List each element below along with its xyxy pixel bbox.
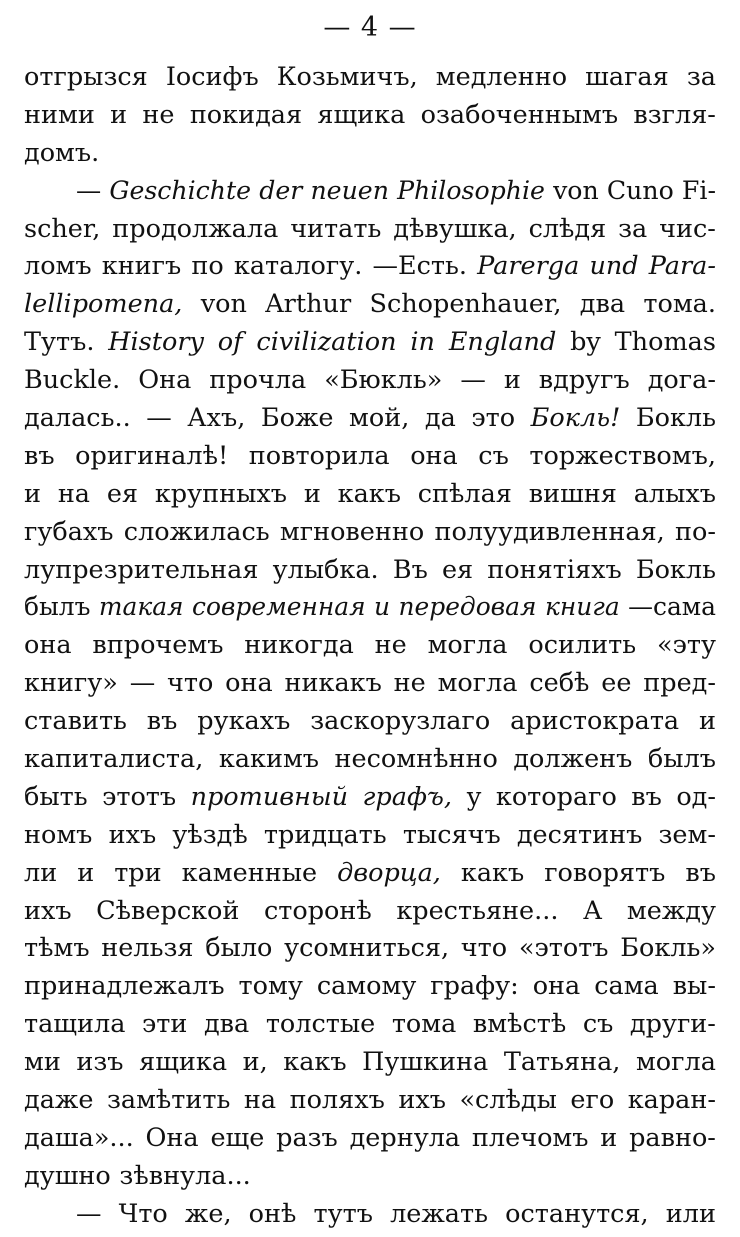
word: ми bbox=[24, 1047, 61, 1078]
word: быть bbox=[24, 781, 88, 812]
word: никакъ bbox=[284, 668, 382, 699]
word: повторила bbox=[248, 440, 390, 471]
word: дѣвушка, bbox=[393, 213, 517, 244]
word: принадлежалъ bbox=[24, 971, 225, 1002]
word: между bbox=[626, 895, 716, 926]
word: за bbox=[686, 62, 716, 92]
italic-word: Бокль! bbox=[530, 403, 621, 434]
word: долженъ bbox=[513, 744, 633, 775]
word: капиталиста, bbox=[24, 744, 204, 775]
word: не bbox=[393, 668, 426, 699]
word: останутся, bbox=[505, 1198, 649, 1229]
word: ли bbox=[24, 857, 58, 888]
word: ее bbox=[601, 668, 632, 699]
word: Бокль bbox=[635, 554, 716, 585]
italic-word: Para- bbox=[648, 251, 716, 282]
word: два bbox=[203, 1009, 250, 1040]
word: озабоченнымъ bbox=[420, 99, 619, 130]
word: она bbox=[410, 440, 458, 471]
word: «Бюкль» bbox=[324, 365, 443, 396]
page-number: — 4 — bbox=[323, 12, 417, 43]
word: Thomas bbox=[614, 327, 716, 358]
word: далась.. bbox=[24, 403, 131, 434]
word: ящика bbox=[139, 1047, 228, 1078]
text-line bbox=[24, 971, 716, 1009]
word: Въ bbox=[392, 554, 428, 585]
text-line bbox=[24, 517, 716, 555]
word: два bbox=[579, 289, 626, 320]
word: вишня bbox=[528, 478, 617, 509]
word: сама bbox=[594, 971, 659, 1002]
word: и bbox=[110, 99, 128, 130]
word: Тутъ. bbox=[24, 327, 95, 358]
word: каменные bbox=[181, 857, 318, 888]
text-line bbox=[24, 176, 716, 214]
text-line bbox=[24, 744, 716, 782]
word: тащила bbox=[24, 1009, 126, 1040]
word: не bbox=[374, 630, 407, 661]
text-line bbox=[24, 668, 716, 706]
word: Боже bbox=[260, 403, 334, 434]
word: von bbox=[200, 289, 247, 320]
italic-word: Philosophie bbox=[397, 175, 545, 205]
italic-word: History bbox=[108, 327, 204, 358]
text-line bbox=[24, 1009, 716, 1047]
text-line bbox=[24, 214, 716, 252]
word: ея bbox=[106, 478, 139, 509]
word: же, bbox=[184, 1198, 232, 1229]
word: или bbox=[665, 1198, 716, 1229]
text-line bbox=[24, 289, 716, 327]
word: даша»... bbox=[24, 1122, 134, 1153]
word: онѣ bbox=[248, 1198, 297, 1229]
word: аристократа bbox=[510, 706, 680, 737]
body-text bbox=[24, 62, 716, 1237]
word: ихъ bbox=[108, 819, 157, 850]
text-line bbox=[24, 630, 716, 668]
word: да bbox=[424, 403, 456, 434]
word: и, bbox=[242, 1047, 268, 1078]
word: три bbox=[114, 857, 162, 888]
word: Сѣверской bbox=[96, 895, 240, 926]
word: зѣвнула... bbox=[119, 1160, 251, 1191]
word: улыбка. bbox=[272, 554, 379, 585]
word: она bbox=[225, 668, 273, 699]
word: читать bbox=[290, 213, 382, 244]
word: продолжала bbox=[112, 213, 279, 244]
word: самому bbox=[316, 971, 417, 1002]
word: полуудивленная, bbox=[434, 516, 665, 547]
word: лежать bbox=[390, 1198, 489, 1229]
word: други- bbox=[629, 1009, 716, 1040]
word: Schopenhauer, bbox=[369, 289, 562, 320]
word: у bbox=[466, 781, 482, 812]
italic-word: современная bbox=[192, 592, 366, 622]
word: заскорузлаго bbox=[310, 706, 491, 737]
word: котораго bbox=[495, 781, 617, 812]
word: А bbox=[583, 895, 603, 926]
word: каран- bbox=[627, 1085, 716, 1116]
text-line bbox=[24, 327, 716, 365]
word: —сама bbox=[628, 592, 716, 622]
word: говорятъ bbox=[544, 857, 666, 888]
word: алыхъ bbox=[633, 478, 716, 509]
word: и bbox=[600, 1122, 618, 1153]
word: отгрызся bbox=[24, 62, 148, 92]
word: губахъ bbox=[24, 516, 114, 547]
word: крупныхъ bbox=[154, 478, 287, 509]
word: Бокль bbox=[635, 403, 716, 434]
word: графу: bbox=[430, 971, 519, 1002]
word: номъ bbox=[24, 819, 93, 850]
word: разъ bbox=[276, 1122, 338, 1153]
word: книгу» bbox=[24, 668, 118, 699]
word: сложилась bbox=[123, 516, 270, 547]
text-line bbox=[24, 1085, 716, 1123]
word: въ bbox=[685, 857, 716, 888]
word: по bbox=[191, 251, 224, 282]
word: душно bbox=[24, 1160, 111, 1191]
word: въ bbox=[631, 781, 662, 812]
word: — bbox=[76, 175, 102, 205]
word: Козьмичъ, bbox=[276, 62, 418, 92]
word: ихъ bbox=[24, 895, 72, 926]
word: осилить bbox=[528, 630, 637, 661]
word: по- bbox=[675, 516, 716, 547]
word: дернула bbox=[349, 1122, 461, 1153]
word: она bbox=[532, 971, 581, 1002]
italic-word: civilization bbox=[256, 327, 397, 358]
word: Она bbox=[138, 365, 192, 396]
word: эти bbox=[142, 1009, 188, 1040]
italic-word: of bbox=[217, 327, 243, 358]
word: на bbox=[243, 1085, 277, 1116]
italic-word: lellipomena, bbox=[24, 289, 183, 320]
word: — bbox=[460, 365, 486, 396]
word: прочла bbox=[209, 365, 307, 396]
word: и bbox=[303, 478, 321, 509]
word: рукахъ bbox=[197, 706, 291, 737]
text-line bbox=[24, 1199, 716, 1237]
word: толстые bbox=[265, 1009, 376, 1040]
italic-word: передовая bbox=[398, 592, 537, 622]
text-line bbox=[24, 100, 716, 138]
word: въ bbox=[146, 706, 178, 737]
text-line bbox=[24, 592, 716, 630]
word: ея bbox=[441, 554, 474, 585]
word: Бокль» bbox=[620, 933, 716, 964]
italic-word: книга bbox=[544, 592, 620, 622]
word: —Есть. bbox=[372, 251, 467, 282]
word: вдругъ bbox=[538, 365, 630, 396]
word: — bbox=[129, 668, 156, 699]
word: Іосифъ bbox=[165, 62, 259, 92]
word: Ахъ, bbox=[187, 403, 246, 434]
word: — bbox=[146, 403, 172, 434]
word: тутъ bbox=[313, 1198, 373, 1229]
word: вмѣстѣ bbox=[472, 1009, 567, 1040]
word: она bbox=[24, 630, 72, 661]
word: могла bbox=[427, 630, 508, 661]
italic-word: и bbox=[374, 592, 391, 622]
word: себѣ bbox=[529, 668, 590, 699]
word: что bbox=[460, 933, 508, 964]
word: какъ bbox=[283, 1047, 347, 1078]
word: крестьяне... bbox=[396, 895, 559, 926]
word: изъ bbox=[76, 1047, 124, 1078]
word: тома. bbox=[643, 289, 716, 320]
word: съ bbox=[582, 1009, 614, 1040]
text-line bbox=[24, 1123, 716, 1161]
word: scher, bbox=[24, 213, 101, 244]
text-line bbox=[24, 403, 716, 441]
text-line bbox=[24, 365, 716, 403]
word: мой, bbox=[349, 403, 410, 434]
word: зем- bbox=[658, 819, 716, 850]
italic-word: противный bbox=[190, 781, 349, 812]
word: тридцать bbox=[263, 819, 387, 850]
word: могла bbox=[635, 1047, 716, 1078]
word: слѣдя bbox=[528, 213, 607, 244]
text-line bbox=[24, 441, 716, 479]
word: покидая bbox=[189, 99, 303, 130]
word: од- bbox=[676, 781, 716, 812]
word: какъ bbox=[460, 857, 525, 888]
word: десятинъ bbox=[516, 819, 643, 850]
word: какимъ bbox=[218, 744, 320, 775]
word: чис- bbox=[659, 213, 716, 244]
text-line bbox=[24, 138, 716, 176]
italic-word: in bbox=[410, 327, 435, 358]
word: лупрезрительная bbox=[24, 554, 259, 585]
word: этотъ bbox=[102, 781, 177, 812]
text-line bbox=[24, 820, 716, 858]
word: взгля- bbox=[633, 99, 716, 130]
word: поляхъ bbox=[289, 1085, 385, 1116]
word: былъ bbox=[647, 744, 716, 775]
text-line bbox=[24, 706, 716, 744]
word: за bbox=[618, 213, 648, 244]
italic-word: такая bbox=[98, 592, 184, 622]
italic-word: neuen bbox=[310, 175, 389, 205]
word: домъ. bbox=[24, 137, 100, 168]
word: Татьяна, bbox=[503, 1047, 621, 1078]
word: ломъ bbox=[24, 251, 92, 282]
word: могла bbox=[437, 668, 518, 699]
word: и bbox=[24, 478, 41, 509]
word: пред- bbox=[643, 668, 716, 699]
italic-word: дворца, bbox=[337, 857, 441, 888]
text-line bbox=[24, 62, 716, 100]
text-line bbox=[24, 251, 716, 289]
italic-word: und bbox=[589, 251, 639, 282]
word: его bbox=[570, 1085, 615, 1116]
text-line bbox=[24, 896, 716, 934]
word: и bbox=[699, 706, 716, 737]
italic-word: England bbox=[448, 327, 557, 358]
text-line bbox=[24, 1047, 716, 1085]
word: оригиналѣ! bbox=[75, 440, 229, 471]
word: и bbox=[503, 365, 521, 396]
word: медленно bbox=[435, 62, 568, 92]
word: Что bbox=[118, 1198, 168, 1229]
word: ставить bbox=[24, 706, 127, 737]
word: тому bbox=[238, 971, 303, 1002]
text-line bbox=[24, 1161, 716, 1199]
word: въ bbox=[24, 440, 55, 471]
word: тома bbox=[391, 1009, 457, 1040]
word: «слѣды bbox=[459, 1085, 557, 1116]
word: впрочемъ bbox=[92, 630, 224, 661]
word: шагая bbox=[585, 62, 669, 92]
word: никогда bbox=[244, 630, 354, 661]
italic-word: графъ, bbox=[362, 781, 453, 812]
word: Fi- bbox=[681, 175, 716, 205]
word: книгъ bbox=[101, 251, 182, 282]
word: даже bbox=[24, 1085, 94, 1116]
word: нельзя bbox=[101, 933, 194, 964]
word: von bbox=[553, 175, 599, 205]
text-line bbox=[24, 782, 716, 820]
word: «этотъ bbox=[518, 933, 609, 964]
word: мгновенно bbox=[279, 516, 425, 547]
word: тѣмъ bbox=[24, 933, 90, 964]
word: это bbox=[471, 403, 516, 434]
text-line bbox=[24, 555, 716, 593]
word: замѣтить bbox=[106, 1085, 231, 1116]
text-line bbox=[24, 858, 716, 896]
word: какъ bbox=[337, 478, 401, 509]
word: равно- bbox=[629, 1122, 716, 1153]
word: еще bbox=[210, 1122, 265, 1153]
word: сторонѣ bbox=[263, 895, 372, 926]
word: понятіяхъ bbox=[487, 554, 622, 585]
word: на bbox=[57, 478, 91, 509]
word: ними bbox=[24, 99, 95, 130]
word: плечомъ bbox=[471, 1122, 589, 1153]
word: ихъ bbox=[398, 1085, 446, 1116]
word: усомниться, bbox=[284, 933, 450, 964]
word: былъ bbox=[24, 592, 91, 622]
italic-word: der bbox=[259, 175, 303, 205]
word: не bbox=[142, 99, 175, 130]
word: тысячъ bbox=[402, 819, 501, 850]
word: — bbox=[76, 1198, 102, 1229]
word: было bbox=[205, 933, 273, 964]
word: догa- bbox=[647, 365, 716, 396]
word: несомнѣнно bbox=[334, 744, 498, 775]
word: спѣлая bbox=[417, 478, 512, 509]
word: Buckle. bbox=[24, 365, 121, 396]
word: каталогу. bbox=[233, 251, 363, 282]
word: Arthur bbox=[265, 289, 352, 320]
word: съ bbox=[478, 440, 509, 471]
italic-word: Geschichte bbox=[109, 175, 252, 205]
word: торжествомъ, bbox=[529, 440, 716, 471]
word: уѣздѣ bbox=[172, 819, 248, 850]
word: вы- bbox=[672, 971, 716, 1002]
word: Cuno bbox=[606, 175, 674, 205]
text-line bbox=[24, 479, 716, 517]
word: что bbox=[167, 668, 214, 699]
word: Пушкина bbox=[362, 1047, 489, 1078]
word: и bbox=[77, 857, 95, 888]
text-line bbox=[24, 933, 716, 971]
italic-word: Parerga bbox=[477, 251, 580, 282]
word: by bbox=[570, 327, 601, 358]
word: Она bbox=[145, 1122, 199, 1153]
word: «эту bbox=[657, 630, 716, 661]
word: ящика bbox=[317, 99, 406, 130]
